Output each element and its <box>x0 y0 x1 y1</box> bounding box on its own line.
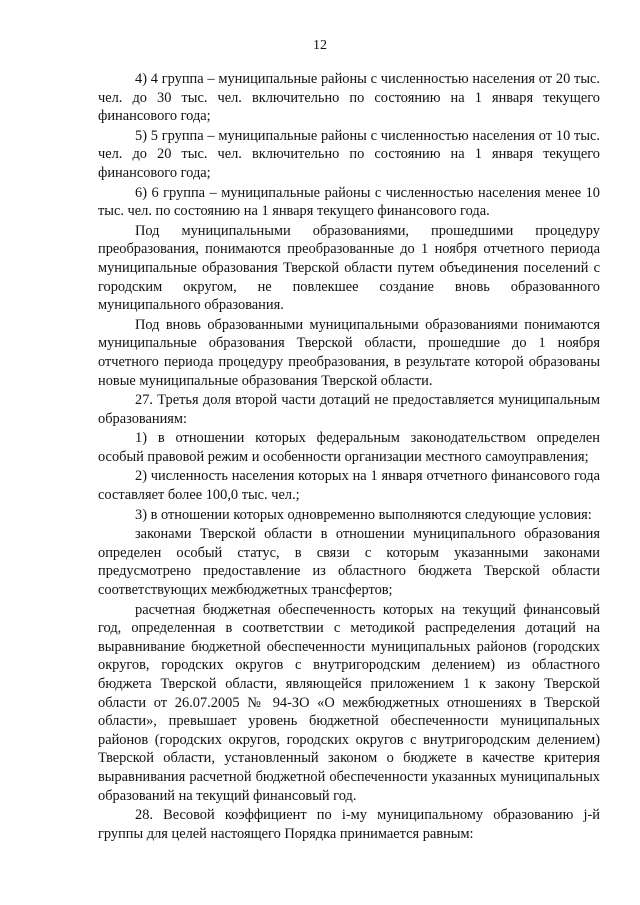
paragraph-group-6: 6) 6 группа – муниципальные районы с численностью населения менее 10 тыс. чел. по состоянию на 1 января текущего финансового года. <box>98 184 600 220</box>
paragraph-condition-budget-sufficiency: расчетная бюджетная обеспеченность которых на текущий финансовый год, определенная в соответствии с методикой распределения дотаций на выравнивание бюджетной обеспеченности муниципальных районов (городских округов, городских округов с внутригородским делением) из областного бюджета Тверской области, являющейся приложением 1 к закону Тверской области от 26.07.2005 № 94-ЗО «О межбюджетных отношениях в Тверской области», превышает уровень бюджетной обеспеченности муниципальных районов (городских округов, городских округов с внутригородским делением) Тверской области, установленный законом о бюджете в качестве критерия выравнивания расчетной бюджетной обеспеченности указанных муниципальных образований на текущий финансовый год. <box>98 601 600 804</box>
paragraph-clause-27-item-2: 2) численность населения которых на 1 января отчетного финансового года составляет более 100,0 тыс. чел.; <box>98 468 600 504</box>
paragraph-transformed-definition: Под муниципальными образованиями, прошедшими процедуру преобразования, понимаются преобразованные до 1 ноября отчетного периода муниципальные образования Тверской области путем объединения поселений с городским округом, не повлекшее создание вновь образованного муниципального образования. <box>98 222 600 314</box>
page-number: 12 <box>313 38 327 53</box>
paragraph-group-4: 4) 4 группа – муниципальные районы с численностью населения от 20 тыс. чел. до 30 тыс. чел. включительно по состоянию на 1 января текущего финансового года; <box>98 71 600 125</box>
paragraph-new-definition: Под вновь образованными муниципальными образованиями понимаются муниципальные образования Тверской области, прошедшие до 1 ноября отчетного периода процедуру преобразования, в результате которой образованы новые муниципальные образования Тверской области. <box>98 316 600 389</box>
paragraph-clause-27-item-1: 1) в отношении которых федеральным законодательством определен особый правовой режим и особенности организации местного самоуправления; <box>98 430 600 465</box>
paragraph-condition-special-status: законами Тверской области в отношении муниципального образования определен особый статус, в связи с которым указанными законами предусмотрено предоставление из областного бюджета Тверской области соответствующих межбюджетных трансфертов; <box>98 526 600 599</box>
paragraph-clause-27-item-3: 3) в отношении которых одновременно выполняются следующие условия: <box>135 506 592 523</box>
paragraph-clause-27: 27. Третья доля второй части дотаций не предоставляется муниципальным образованиям: <box>98 392 600 427</box>
document-body <box>98 70 600 844</box>
paragraph-clause-28: 28. Весовой коэффициент по i-му муниципальному образованию j-й группы для целей настоящего Порядка принимается равным: <box>98 807 600 842</box>
paragraph-group-5: 5) 5 группа – муниципальные районы с численностью населения от 10 тыс. чел. до 20 тыс. чел. включительно по состоянию на 1 января текущего финансового года; <box>98 127 600 181</box>
